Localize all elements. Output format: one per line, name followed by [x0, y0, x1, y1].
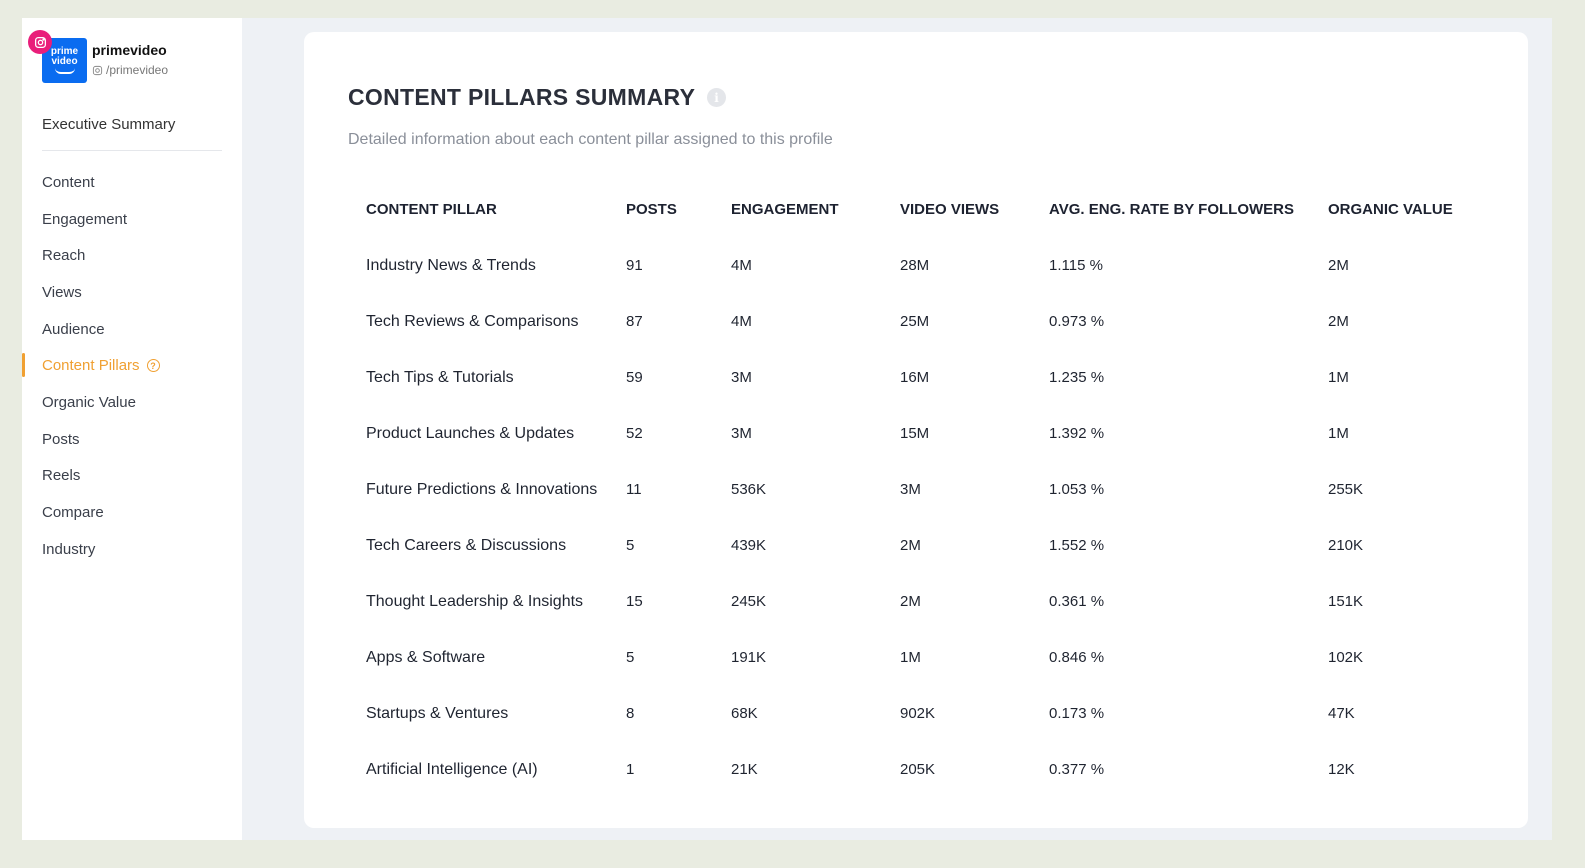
column-header[interactable]: AVG. ENG. RATE BY FOLLOWERS	[1049, 201, 1295, 218]
table-cell: 210K	[1328, 537, 1364, 554]
table-cell: 11	[626, 481, 642, 498]
table-cell: 3M	[731, 425, 752, 442]
nav-item-organic-value[interactable]	[22, 384, 242, 421]
profile-header[interactable]	[42, 38, 232, 88]
table-cell: 52	[626, 425, 643, 442]
table-header-row	[356, 182, 1456, 238]
nav-item-content[interactable]	[22, 164, 242, 201]
column-header[interactable]: ORGANIC VALUE	[1328, 201, 1453, 218]
table-cell: 1.235 %	[1049, 369, 1105, 386]
table-cell: 2M	[1328, 257, 1349, 274]
pillar-name-cell: Apps & Software	[366, 649, 486, 666]
info-icon[interactable]: i	[707, 88, 726, 107]
avatar-text-line-1: prime	[50, 46, 79, 57]
table-cell: 1M	[1328, 369, 1349, 386]
table-cell: 68K	[731, 705, 758, 722]
table-cell: 91	[626, 257, 643, 274]
nav-item-label: Organic Value	[42, 393, 136, 411]
profile-handle-text: /primevideo	[106, 63, 169, 77]
table-row[interactable]	[356, 462, 1456, 518]
nav-item-content-pillars[interactable]	[22, 347, 242, 384]
nav-item-label: Reach	[42, 247, 86, 265]
table-cell: 0.361 %	[1049, 593, 1105, 610]
table-cell: 28M	[900, 257, 930, 274]
content-pillars-table	[356, 182, 1456, 798]
column-header[interactable]: POSTS	[626, 201, 677, 218]
table-cell: 151K	[1328, 593, 1364, 610]
content-pillars-card	[304, 32, 1528, 828]
table-cell: 4M	[731, 313, 752, 330]
table-cell: 255K	[1328, 481, 1364, 498]
column-header[interactable]: CONTENT PILLAR	[366, 201, 497, 218]
table-cell: 0.173 %	[1049, 705, 1105, 722]
table-cell: 0.973 %	[1049, 313, 1105, 330]
nav-item-label: Engagement	[42, 210, 128, 228]
profile-name: primevideo	[92, 42, 167, 58]
table-cell: 205K	[900, 761, 936, 778]
table-row[interactable]	[356, 238, 1456, 294]
table-cell: 8	[626, 705, 635, 722]
table-row[interactable]	[356, 518, 1456, 574]
pillar-name-cell: Artificial Intelligence (AI)	[366, 761, 538, 778]
nav-item-label: Content	[42, 173, 95, 191]
profile-handle	[92, 63, 168, 77]
table-row[interactable]	[356, 686, 1456, 742]
nav-item-label: Compare	[42, 504, 104, 522]
help-icon[interactable]: ?	[147, 359, 160, 372]
nav-item-reels[interactable]	[22, 458, 242, 495]
table-cell: 102K	[1328, 649, 1364, 666]
table-row[interactable]	[356, 406, 1456, 462]
table-row[interactable]	[356, 294, 1456, 350]
table-cell: 47K	[1328, 705, 1355, 722]
table-cell: 15M	[900, 425, 930, 442]
table-cell: 16M	[900, 369, 930, 386]
table-cell: 5	[626, 537, 635, 554]
nav-item-label: Views	[42, 283, 82, 301]
table-cell: 1.552 %	[1049, 537, 1105, 554]
column-header[interactable]: VIDEO VIEWS	[900, 201, 1000, 218]
table-cell: 191K	[731, 649, 767, 666]
nav-item-reach[interactable]	[22, 237, 242, 274]
table-row[interactable]	[356, 742, 1456, 798]
nav-item-posts[interactable]	[22, 421, 242, 458]
table-cell: 2M	[1328, 313, 1349, 330]
pillar-name-cell: Thought Leadership & Insights	[366, 593, 584, 610]
table-cell: 902K	[900, 705, 936, 722]
table-cell: 59	[626, 369, 643, 386]
table-cell: 0.846 %	[1049, 649, 1105, 666]
nav-item-industry[interactable]	[22, 531, 242, 568]
table-cell: 1.053 %	[1049, 481, 1105, 498]
table-cell: 3M	[900, 481, 921, 498]
smile-icon	[55, 68, 75, 74]
table-cell: 1	[626, 761, 635, 778]
table-body	[356, 238, 1456, 798]
table-cell: 15	[626, 593, 643, 610]
table-cell: 245K	[731, 593, 767, 610]
table-cell: 1.115 %	[1049, 257, 1103, 274]
table-cell: 1.392 %	[1049, 425, 1105, 442]
table-cell: 25M	[900, 313, 930, 330]
nav-item-label: Posts	[42, 430, 80, 448]
pillar-name-cell: Tech Reviews & Comparisons	[366, 313, 579, 330]
instagram-small-icon	[92, 65, 103, 76]
app-window	[22, 18, 1552, 840]
table-cell: 0.377 %	[1049, 761, 1105, 778]
table-cell: 536K	[731, 481, 767, 498]
pillar-name-cell: Industry News & Trends	[366, 257, 536, 274]
nav-divider	[42, 150, 222, 151]
pillar-name-cell: Tech Careers & Discussions	[366, 537, 567, 554]
column-header[interactable]: ENGAGEMENT	[731, 201, 839, 218]
table-row[interactable]	[356, 630, 1456, 686]
pillar-name-cell: Product Launches & Updates	[366, 425, 575, 442]
sidebar	[22, 18, 242, 840]
nav-item-label: Content Pillars	[42, 357, 140, 375]
nav-item-audience[interactable]	[22, 311, 242, 348]
table-cell: 439K	[731, 537, 767, 554]
table-cell: 4M	[731, 257, 752, 274]
nav-item-engagement[interactable]	[22, 201, 242, 238]
instagram-icon	[28, 30, 52, 54]
table-cell: 2M	[900, 537, 921, 554]
table-cell: 1M	[900, 649, 921, 666]
table-cell: 3M	[731, 369, 752, 386]
nav-item-label: Reels	[42, 467, 81, 485]
pillar-name-cell: Tech Tips & Tutorials	[366, 369, 514, 386]
table-row[interactable]	[356, 574, 1456, 630]
nav-executive-summary[interactable]: Executive Summary	[42, 116, 176, 133]
pillar-name-cell: Startups & Ventures	[366, 705, 509, 722]
nav-item-views[interactable]	[22, 274, 242, 311]
page-subtitle: Detailed information about each content pillar assigned to this profile	[348, 131, 833, 148]
table-cell: 87	[626, 313, 643, 330]
table-row[interactable]	[356, 350, 1456, 406]
nav-item-label: Industry	[42, 540, 96, 558]
pillar-name-cell: Future Predictions & Innovations	[366, 481, 598, 498]
nav-item-compare[interactable]	[22, 494, 242, 531]
nav-item-label: Audience	[42, 320, 105, 338]
table-cell: 5	[626, 649, 635, 666]
page-title	[348, 84, 726, 111]
nav-list	[22, 164, 242, 568]
avatar-text-line-2: video	[51, 56, 78, 67]
table-cell: 1M	[1328, 425, 1349, 442]
table-cell: 2M	[900, 593, 921, 610]
table-cell: 12K	[1328, 761, 1355, 778]
page-title-text: CONTENT PILLARS SUMMARY	[348, 84, 696, 110]
table-cell: 21K	[731, 761, 758, 778]
